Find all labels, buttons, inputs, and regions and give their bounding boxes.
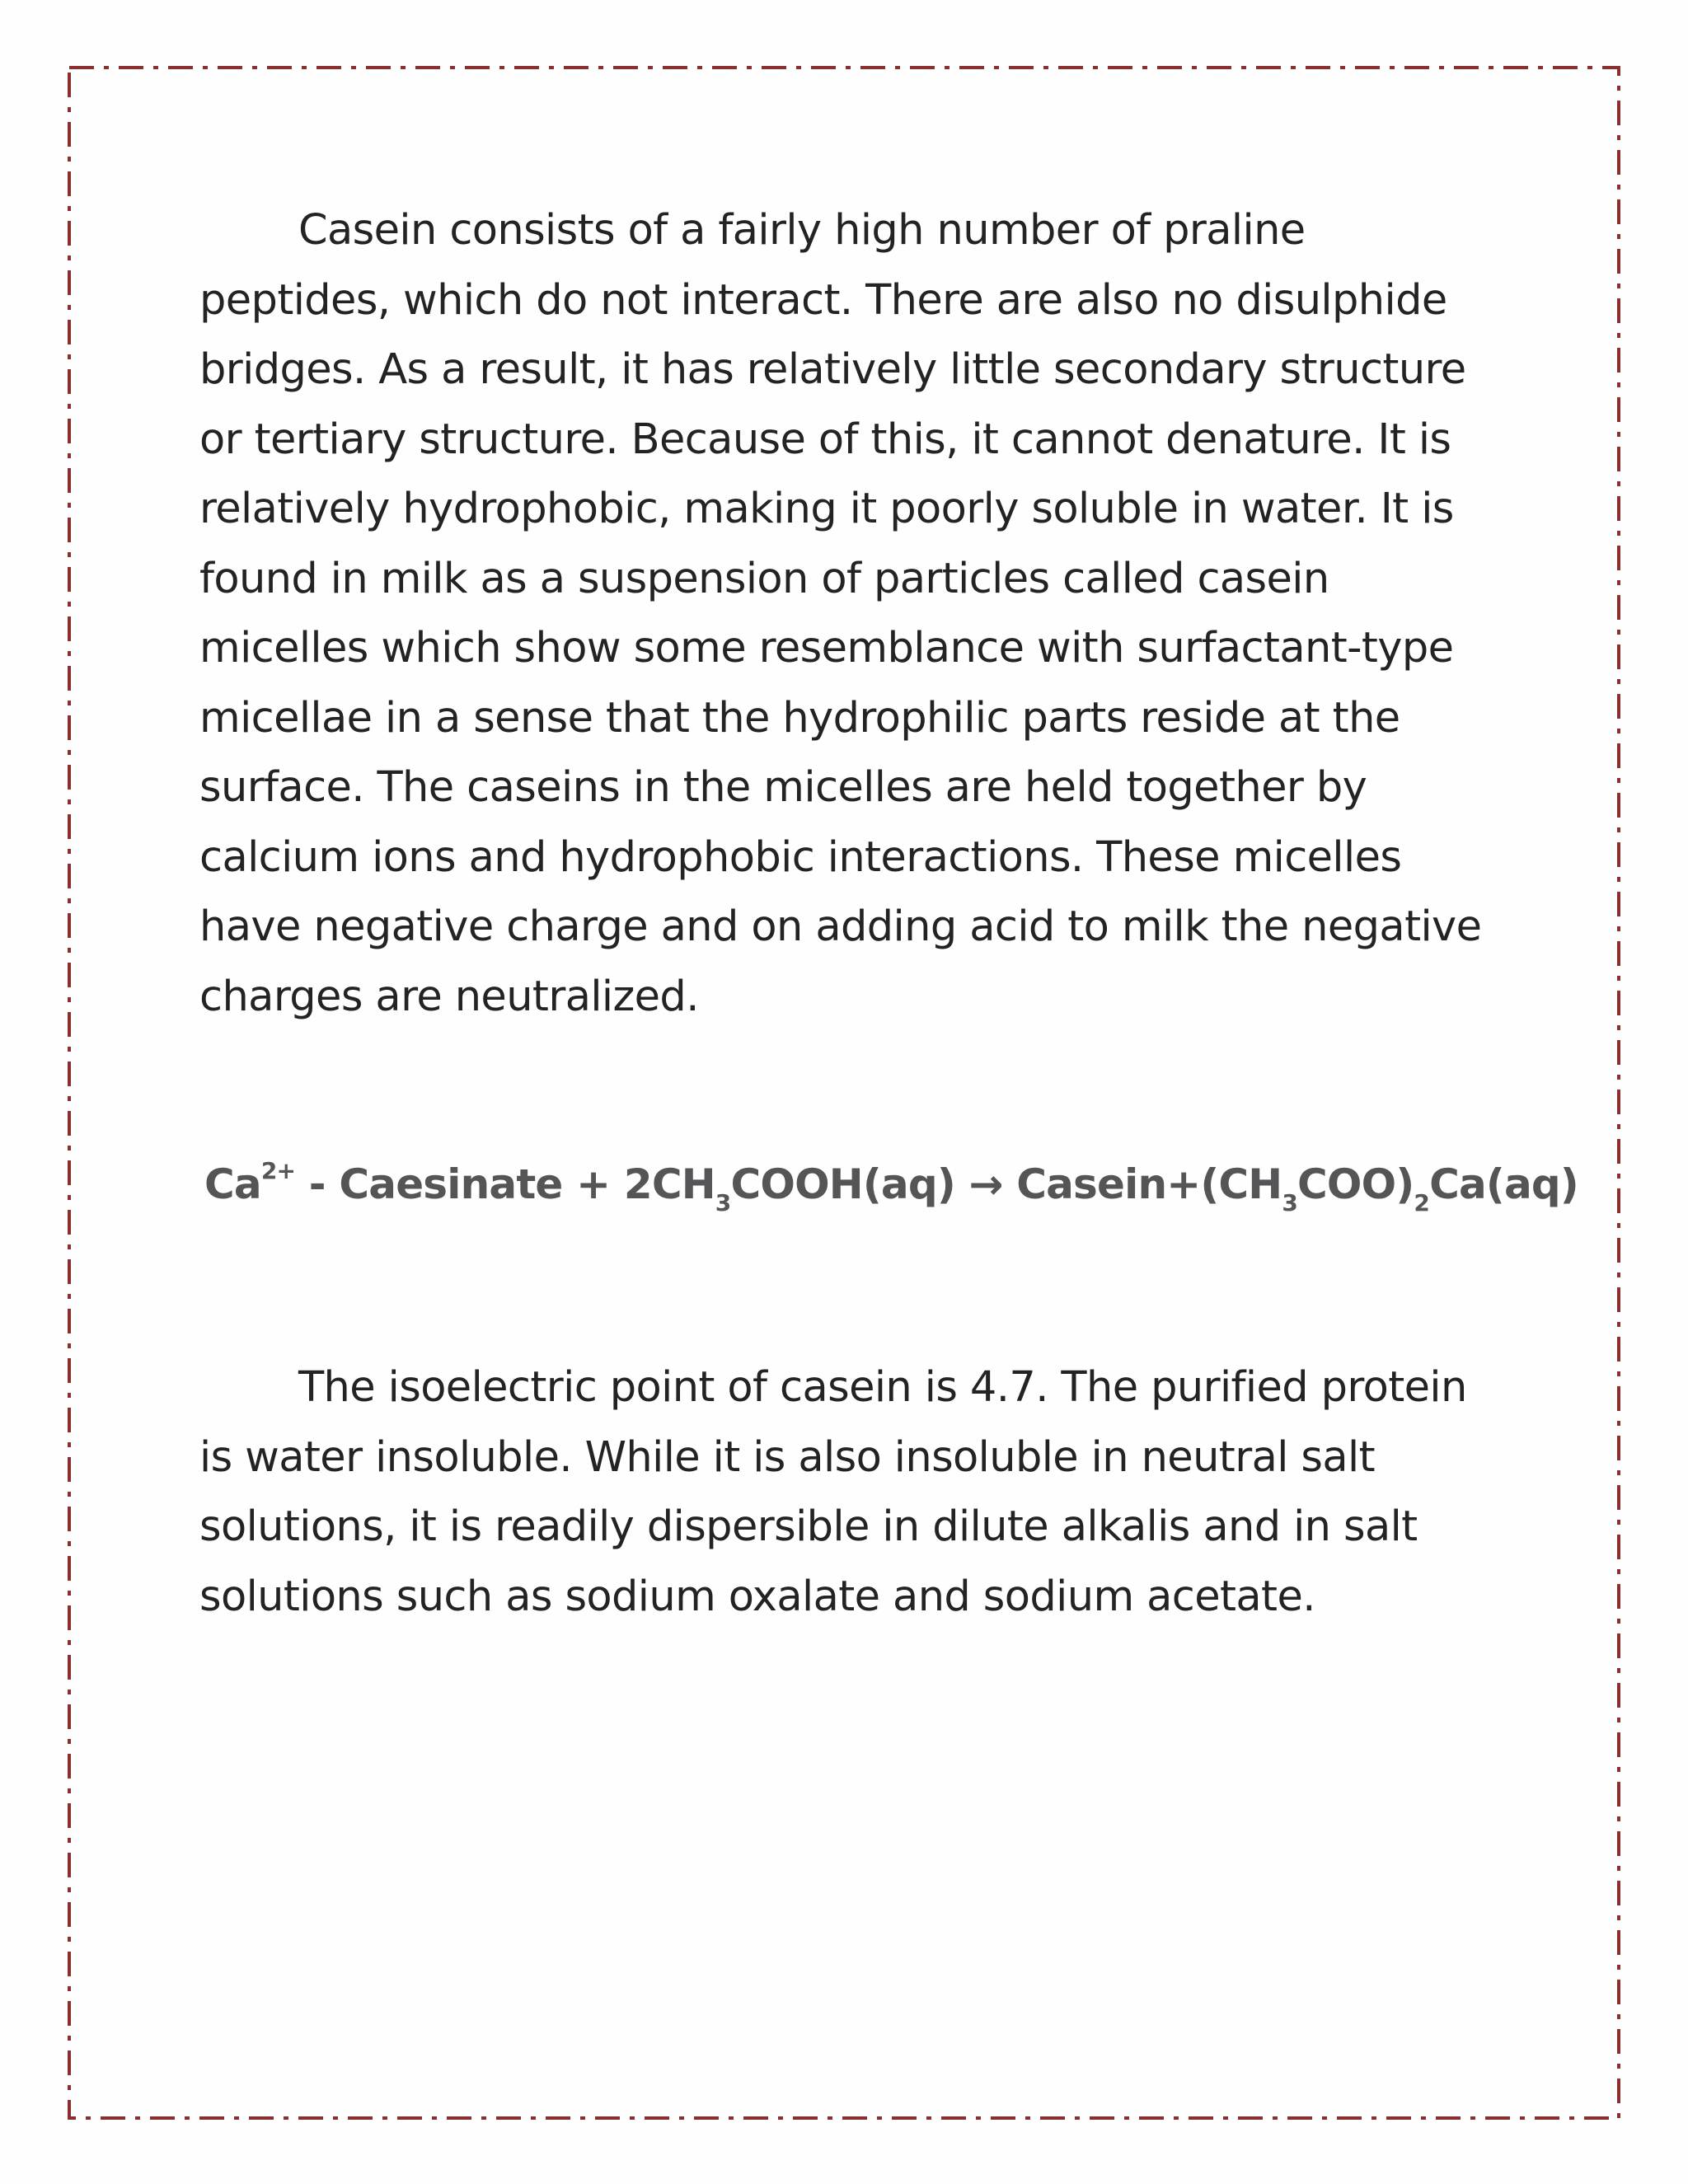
paragraph-line: bridges. As a result, it has relatively little secondary structure [199,345,1466,394]
arrow-icon: → [968,1160,1003,1208]
paragraph-line: micellae in a sense that the hydrophilic parts reside at the [199,693,1400,743]
paragraph-line: found in milk as a suspension of particles called casein [199,554,1329,603]
paragraph-line: have negative charge and on adding acid to milk the negative [199,902,1482,951]
paragraph-line: is water insoluble. While it is also insoluble in neutral salt [199,1432,1375,1482]
paragraph-line: Casein consists of a fairly high number of praline [298,206,1306,255]
equation-text: Ca [204,1160,261,1208]
equation-subscript: 3 [1282,1189,1298,1216]
paragraph-line: or tertiary structure. Because of this, it cannot denature. It is [199,415,1451,464]
paragraph-line: peptides, which do not interact. There are also no disulphide [199,275,1447,325]
equation-superscript: 2+ [260,1157,296,1185]
chemical-equation [204,1157,1578,1216]
paragraph-line: micelles which show some resemblance with surfactant-type [199,624,1454,673]
equation-text: Ca(aq) [1429,1160,1578,1208]
equation-text: - Caesinate + 2CH [295,1160,715,1208]
equation-text: COOH(aq) [730,1160,969,1208]
equation-subscript: 2 [1414,1189,1430,1216]
paragraph-line: The isoelectric point of casein is 4.7. The purified protein [298,1363,1467,1412]
paragraph-line: solutions, it is readily dispersible in dilute alkalis and in salt [199,1502,1418,1551]
equation-text: COO) [1297,1160,1414,1208]
paragraph-line: calcium ions and hydrophobic interactions. These micelles [199,832,1402,882]
paragraph-2 [199,1353,1518,1632]
paragraph-line: relatively hydrophobic, making it poorly soluble in water. It is [199,485,1454,533]
equation-subscript: 3 [715,1189,731,1216]
paragraph-line: solutions such as sodium oxalate and sodium acetate. [199,1572,1315,1621]
paragraph-line: surface. The caseins in the micelles are held together by [199,763,1367,812]
paragraph-1 [199,196,1518,1032]
paragraph-line: charges are neutralized. [199,972,699,1021]
equation-text: Casein+(CH [1002,1160,1282,1208]
